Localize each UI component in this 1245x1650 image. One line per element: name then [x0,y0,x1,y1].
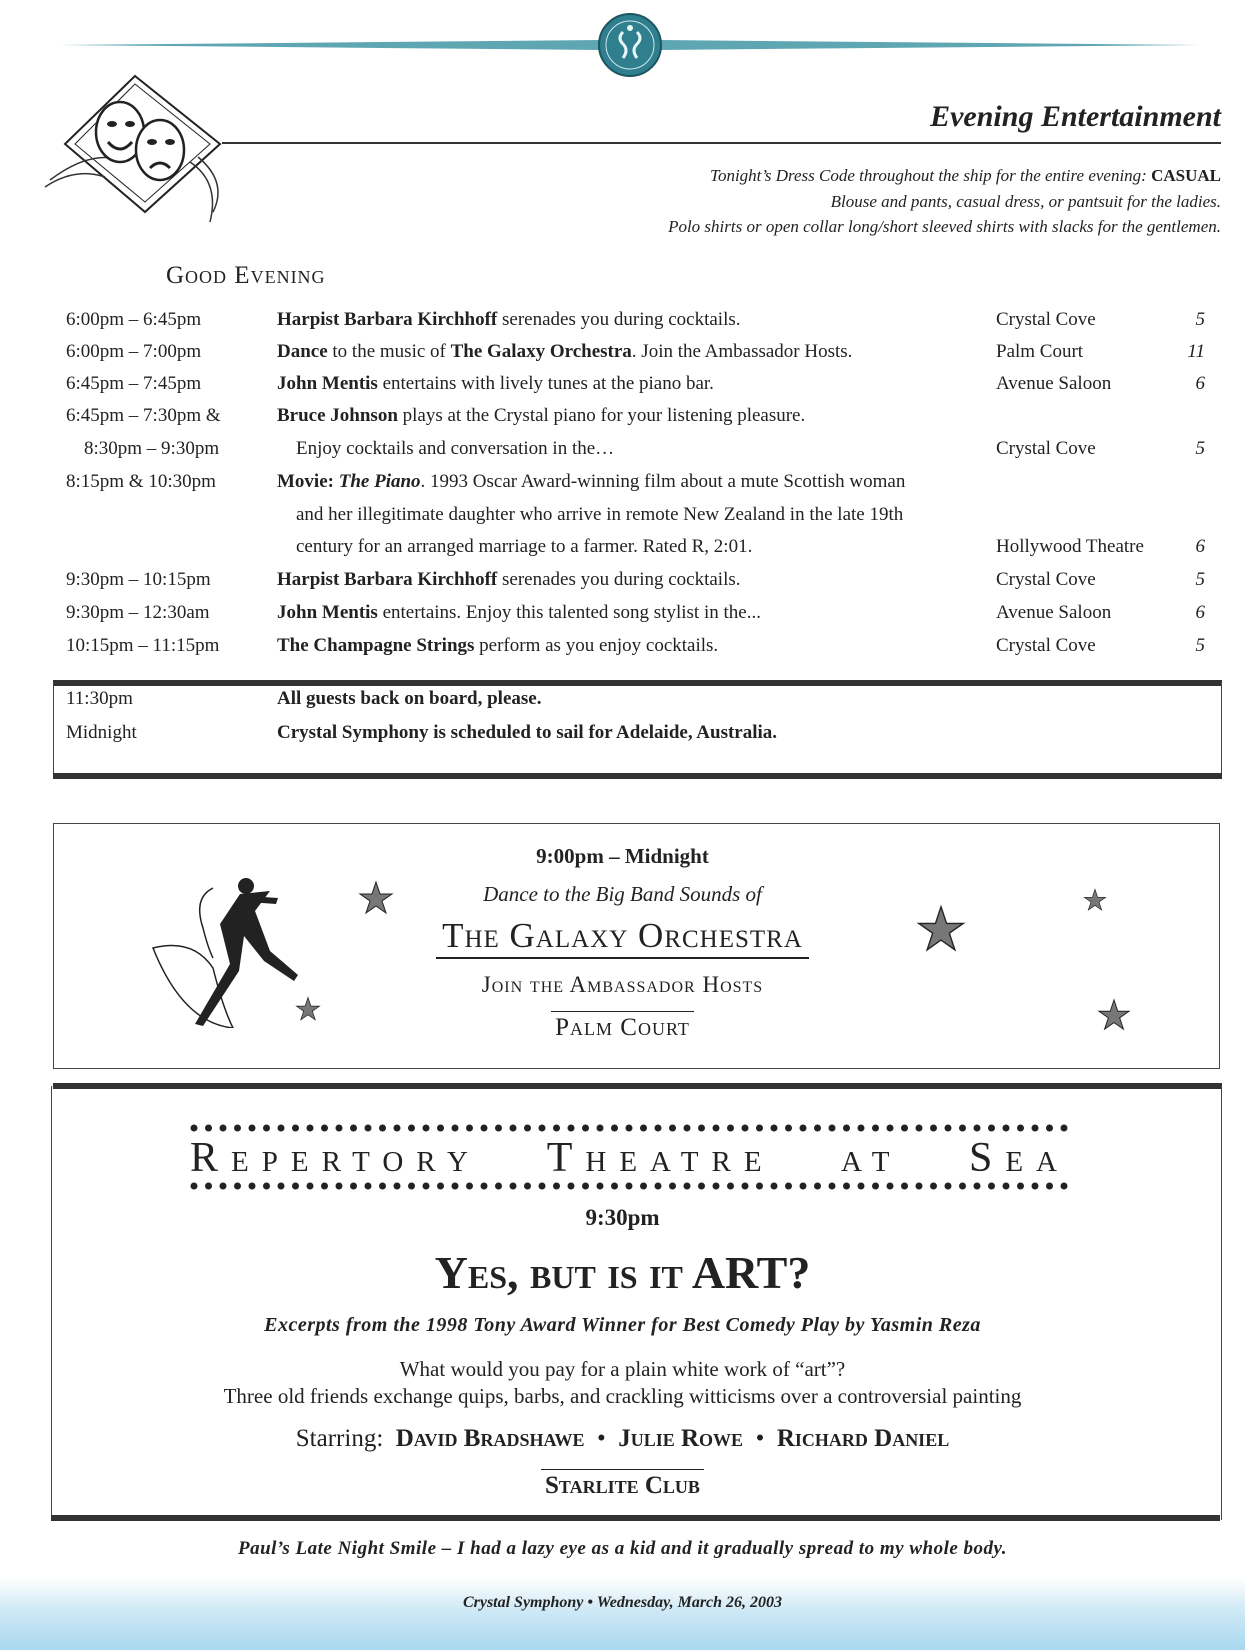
event-description: Harpist Barbara Kirchhoff serenades you during cocktails. [277,309,741,330]
event-venue: Avenue Saloon [996,602,1112,623]
schedule-row [0,471,1245,503]
event-description: Bruce Johnson plays at the Crystal piano for your listening pleasure. [277,405,806,426]
event-description: Movie: The Piano. 1993 Oscar Award-winning film about a mute Scottish woman [277,471,906,492]
event-description: John Mentis entertains. Enjoy this talented song stylist in the... [277,602,761,623]
notice-row [0,688,1245,720]
galaxy-venue-text: Palm Court [551,1011,694,1041]
notice-bottom-rule [53,773,1222,779]
event-time: 9:30pm – 10:15pm [66,569,211,590]
schedule-row [0,373,1245,405]
dotted-border-top [190,1123,1070,1133]
dress-code-line1 [710,166,1221,186]
galaxy-orchestra-name [0,916,1245,956]
notice-time: 11:30pm [66,688,133,709]
star-name: Richard Daniel [776,1425,950,1452]
play-excerpt: Excerpts from the 1998 Tony Award Winner for Best Comedy Play by Yasmin Reza [264,1314,981,1336]
event-deck: 5 [1195,309,1205,330]
theatre-heading: Repertory Theatre at Sea [190,1135,1070,1181]
theatre-masks-logo-icon [40,72,240,232]
schedule-row [0,504,1245,536]
event-time: 6:45pm – 7:45pm [66,373,202,394]
event-venue: Crystal Cove [996,635,1096,656]
event-time: 8:15pm & 10:30pm [66,471,216,492]
event-venue: Avenue Saloon [996,373,1112,394]
event-venue: Crystal Cove [996,438,1096,459]
event-description: John Mentis entertains with lively tunes at the piano bar. [277,373,714,394]
play-description-line2: Three old friends exchange quips, barbs, and crackling witticisms over a controversial painting [223,1384,1022,1408]
schedule-row [0,405,1245,437]
event-description: The Champagne Strings perform as you enjoy cocktails. [277,635,719,656]
galaxy-subtitle: Dance to the Big Band Sounds of [483,882,762,906]
event-time: 9:30pm – 12:30am [66,602,210,623]
theatre-bottom-rule [51,1515,1220,1521]
event-deck: 6 [1195,536,1205,557]
dress-code-value: CASUAL [1151,166,1221,185]
dress-code-line2: Blouse and pants, casual dress, or pantsuit for the ladies. [830,192,1221,211]
seahorse-emblem-icon [597,12,663,78]
galaxy-time: 9:00pm – Midnight [536,844,709,868]
title-divider [222,142,1221,144]
play-title: Yes, but is it ART? [434,1247,811,1298]
event-deck: 6 [1195,373,1205,394]
event-deck: 11 [1187,341,1205,362]
starring-line [0,1425,1245,1453]
event-time: 6:45pm – 7:30pm & [66,405,221,426]
schedule-row [0,635,1245,667]
schedule-row [0,536,1245,568]
event-description: and her illegitimate daughter who arrive in remote New Zealand in the late 19th [296,504,904,525]
schedule-row [0,438,1245,470]
event-venue: Hollywood Theatre [996,536,1144,557]
schedule-row [0,602,1245,634]
section-heading: Good Evening [166,262,326,289]
event-deck: 5 [1195,569,1205,590]
play-description-line1: What would you pay for a plain white work of “art”? [399,1357,846,1381]
starring-label: Starring: [295,1425,384,1452]
theatre-venue [0,1472,1245,1500]
dress-code-prefix: Tonight’s Dress Code throughout the ship for the entire evening: [710,166,1152,185]
event-deck: 6 [1195,602,1205,623]
footer-text: Crystal Symphony • Wednesday, March 26, 2003 [462,1594,783,1611]
star-name: David Bradshawe [395,1425,585,1452]
footer-band [0,1578,1245,1650]
schedule-row [0,341,1245,373]
schedule-row [0,569,1245,601]
event-time: 8:30pm – 9:30pm [84,438,220,459]
theatre-venue-text: Starlite Club [541,1469,704,1499]
event-description: Enjoy cocktails and conversation in the… [296,438,615,459]
event-time: 10:15pm – 11:15pm [66,635,220,656]
schedule-row [0,309,1245,341]
theatre-time: 9:30pm [585,1205,660,1230]
event-deck: 5 [1195,438,1205,459]
star-name: Julie Rowe [618,1425,744,1452]
event-venue: Crystal Cove [996,309,1096,330]
separator: • [596,1425,606,1452]
event-description: century for an arranged marriage to a farmer. Rated R, 2:01. [296,536,753,557]
galaxy-join-hosts: Join the Ambassador Hosts [481,972,764,997]
galaxy-orchestra-name-text: The Galaxy Orchestra [436,916,809,959]
event-venue: Palm Court [996,341,1084,362]
notice-text: Crystal Symphony is scheduled to sail for Adelaide, Australia. [277,722,778,743]
dress-code-line3: Polo shirts or open collar long/short sleeved shirts with slacks for the gentlemen. [668,217,1221,236]
dotted-border-bottom [190,1181,1070,1191]
event-time: 6:00pm – 7:00pm [66,341,202,362]
event-description: Dance to the music of The Galaxy Orchestra. Join the Ambassador Hosts. [277,341,853,362]
galaxy-venue [0,1014,1245,1042]
event-description: Harpist Barbara Kirchhoff serenades you during cocktails. [277,569,741,590]
event-time: 6:00pm – 6:45pm [66,309,202,330]
notice-row [0,722,1245,754]
event-deck: 5 [1195,635,1205,656]
notice-text: All guests back on board, please. [277,688,542,709]
page-title: Evening Entertainment [930,100,1221,133]
event-venue: Crystal Cove [996,569,1096,590]
separator: • [755,1425,765,1452]
notice-time: Midnight [66,722,137,743]
late-night-smile: Paul’s Late Night Smile – I had a lazy eye as a kid and it gradually spread to my whole body. [237,1538,1008,1559]
